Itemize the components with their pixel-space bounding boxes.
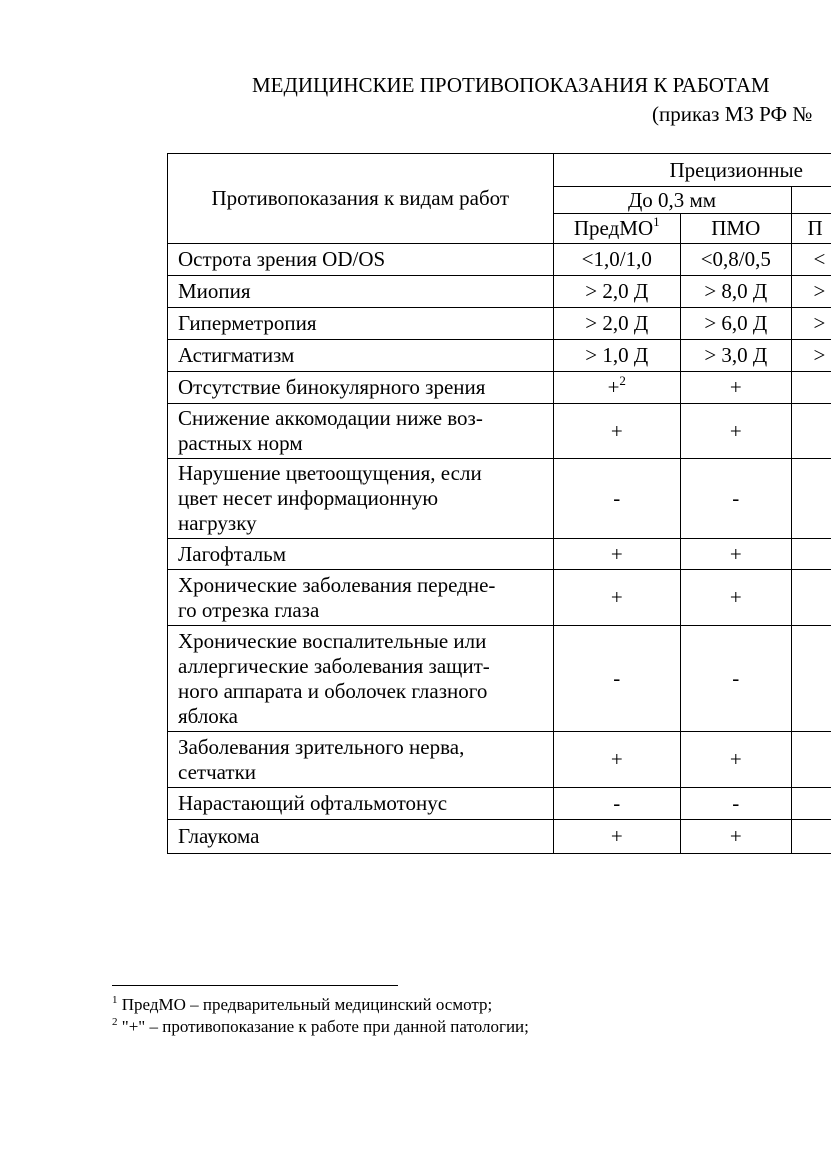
row-label: Лагофтальм (178, 541, 287, 566)
cell-p (791, 276, 831, 308)
cell-p (791, 244, 831, 276)
row-label-cell (168, 788, 554, 820)
cell-pmo-value: > 8,0 Д (704, 279, 768, 303)
subgroup-header: До 0,3 мм (627, 187, 717, 212)
col-header-predmo-label: ПредМО (573, 216, 654, 240)
cell-predmo-value: + (610, 541, 623, 566)
cell-pmo (681, 459, 792, 539)
table-row (168, 539, 831, 570)
table-row (168, 244, 831, 276)
row-header-cell (168, 154, 554, 244)
cell-predmo-value: - (613, 666, 621, 690)
row-label-cell (168, 820, 554, 854)
cell-predmo-value: + (610, 747, 623, 771)
cell-pmo (681, 732, 792, 788)
col-header-predmo (553, 214, 681, 244)
footnote-2-text: "+" – противопоказание к работе при данной патологии; (117, 1017, 529, 1036)
cell-p (791, 732, 831, 788)
footnote-1-mark: 1 (112, 994, 118, 1006)
cell-p (791, 459, 831, 539)
cell-predmo (553, 459, 681, 539)
cell-p-value: < (813, 247, 826, 271)
cell-predmo-value: > 1,0 Д (585, 343, 649, 367)
document-subtitle: (приказ МЗ РФ № (652, 102, 813, 126)
footnote-1 (112, 995, 492, 1015)
cell-pmo-value: - (732, 791, 740, 815)
cell-predmo (553, 539, 681, 570)
footnote-separator (112, 985, 398, 986)
cell-predmo-value: > 2,0 Д (585, 279, 649, 303)
cell-p-value: > (813, 343, 826, 367)
cell-pmo-value: + (729, 824, 742, 848)
subgroup-header-cell (553, 187, 791, 214)
row-label: растных норм (178, 431, 303, 455)
cell-pmo (681, 276, 792, 308)
row-label-cell (168, 372, 554, 404)
row-label: Заболевания зрительного нерва, (178, 734, 465, 759)
cell-p (791, 308, 831, 340)
col-header-pmo (681, 214, 792, 244)
cell-predmo-value: + (607, 375, 620, 399)
cell-pmo (681, 404, 792, 459)
row-label: Хронические воспалительные или (178, 628, 487, 653)
cell-pmo (681, 372, 792, 404)
cell-predmo (553, 788, 681, 820)
row-label-cell (168, 244, 554, 276)
table-row (168, 820, 831, 854)
col-header-p-label: П (807, 216, 823, 240)
cell-predmo (553, 372, 681, 404)
cell-pmo (681, 788, 792, 820)
cell-pmo-value: > 3,0 Д (704, 343, 768, 367)
table-row (168, 626, 831, 732)
cell-pmo (681, 244, 792, 276)
table-row (168, 732, 831, 788)
row-label: цвет несет информационную (178, 486, 439, 510)
table-row (168, 308, 831, 340)
row-label: Хронические заболевания передне- (178, 572, 496, 597)
cell-predmo-value: + (610, 585, 623, 609)
cell-pmo-value: + (729, 541, 742, 566)
row-label-cell (168, 404, 554, 459)
cell-predmo-value: <1,0/1,0 (581, 247, 652, 271)
row-label: го отрезка глаза (178, 597, 320, 622)
cell-p-value: > (813, 279, 826, 303)
cell-p (791, 788, 831, 820)
footnote-mark-2: 2 (619, 373, 626, 388)
row-header: Противопоказания к видам работ (211, 186, 510, 210)
cell-p-value: > (813, 311, 826, 335)
row-label-cell (168, 626, 554, 732)
cell-predmo (553, 276, 681, 308)
row-label: Астигматизм (178, 343, 295, 367)
row-label-cell (168, 570, 554, 626)
cell-predmo (553, 244, 681, 276)
col-header-pmo-label: ПМО (711, 216, 761, 240)
row-label: Снижение аккомодации ниже воз- (178, 406, 483, 430)
cell-predmo-value: + (610, 418, 623, 443)
row-label: Острота зрения OD/OS (178, 247, 386, 271)
row-label: Отсутствие бинокулярного зрения (178, 375, 486, 399)
table-row (168, 570, 831, 626)
row-label: Миопия (178, 279, 251, 303)
row-label-cell (168, 539, 554, 570)
table-row (168, 404, 831, 459)
group-header-cell (553, 154, 831, 187)
cell-pmo-value: + (729, 747, 742, 771)
row-label-cell (168, 308, 554, 340)
cell-predmo-value: > 2,0 Д (585, 311, 649, 335)
cell-predmo (553, 570, 681, 626)
footnote-mark-1: 1 (653, 214, 660, 229)
cell-p (791, 570, 831, 626)
cell-pmo (681, 539, 792, 570)
table-row (168, 459, 831, 539)
cell-predmo (553, 404, 681, 459)
cell-pmo-value: + (729, 585, 742, 609)
col-header-p (791, 214, 831, 244)
row-label-cell (168, 340, 554, 372)
row-label: аллергические заболевания защит- (178, 653, 490, 678)
cell-predmo (553, 340, 681, 372)
subgroup-header-next-cell (791, 187, 831, 214)
cell-pmo (681, 626, 792, 732)
row-label: сетчатки (178, 759, 257, 784)
contraindications-table (167, 153, 831, 854)
table-row (168, 340, 831, 372)
row-label: Нарастающий офтальмотонус (178, 791, 448, 815)
cell-predmo (553, 308, 681, 340)
row-label: ного аппарата и оболочек глазного (178, 678, 488, 703)
row-label-cell (168, 732, 554, 788)
cell-pmo (681, 340, 792, 372)
table-row (168, 276, 831, 308)
cell-p (791, 404, 831, 459)
footnote-2-mark: 2 (112, 1016, 118, 1028)
cell-pmo-value: - (732, 486, 740, 510)
cell-pmo (681, 570, 792, 626)
row-label: Нарушение цветоощущения, если (178, 461, 482, 485)
table-row (168, 372, 831, 404)
cell-pmo (681, 308, 792, 340)
cell-p (791, 372, 831, 404)
cell-pmo-value: + (729, 418, 742, 443)
row-label: нагрузку (178, 511, 257, 535)
row-label: яблока (178, 703, 239, 728)
footnote-1-text: ПредМО – предварительный медицинский осмотр; (117, 995, 493, 1014)
cell-predmo (553, 820, 681, 854)
row-label: Глаукома (178, 824, 260, 848)
row-label-cell (168, 459, 554, 539)
cell-predmo-value: - (613, 486, 621, 510)
group-header: Прецизионные (669, 157, 803, 182)
cell-pmo-value: + (729, 375, 742, 399)
document-title: МЕДИЦИНСКИЕ ПРОТИВОПОКАЗАНИЯ К РАБОТАМ (252, 73, 770, 97)
table-row (168, 788, 831, 820)
cell-predmo-value: - (613, 791, 621, 815)
cell-pmo-value: > 6,0 Д (704, 311, 768, 335)
cell-predmo (553, 626, 681, 732)
row-label-cell (168, 276, 554, 308)
cell-pmo-value: - (732, 666, 740, 690)
cell-predmo (553, 732, 681, 788)
cell-p (791, 340, 831, 372)
row-label: Гиперметропия (178, 311, 317, 335)
cell-pmo (681, 820, 792, 854)
cell-predmo-value: + (610, 824, 623, 848)
footnote-2 (112, 1017, 529, 1037)
cell-p (791, 626, 831, 732)
cell-p (791, 539, 831, 570)
cell-pmo-value: <0,8/0,5 (700, 247, 771, 271)
cell-p (791, 820, 831, 854)
